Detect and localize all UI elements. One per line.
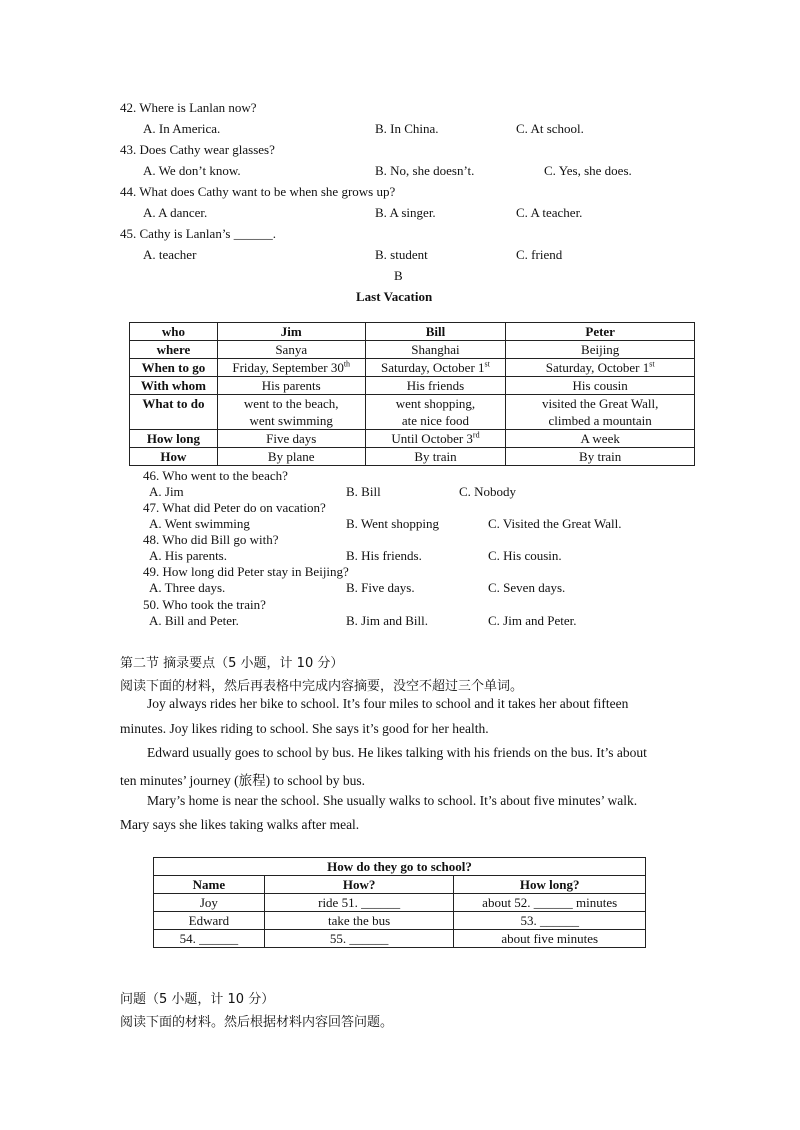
table-cell <box>365 430 506 448</box>
paragraph-joy-line1: Joy always rides her bike to school. It’s four miles to school and it takes her about fifteen <box>147 696 629 711</box>
table-cell: Five days <box>217 430 365 448</box>
option-a: A. Jim <box>149 484 184 499</box>
table-cell <box>365 359 506 377</box>
answer-blank-53[interactable]: 53. ______ <box>454 912 646 930</box>
option-b: B. Went shopping <box>346 516 439 531</box>
option-c: C. At school. <box>516 121 584 136</box>
table-header-cell: Peter <box>506 323 695 341</box>
cell-line: visited the Great Wall, <box>541 396 659 411</box>
table-header-cell: How? <box>264 876 454 894</box>
table-row <box>130 430 695 448</box>
option-b: B. His friends. <box>346 548 422 563</box>
table-cell: Shanghai <box>365 341 506 359</box>
table-header-cell: How long? <box>454 876 646 894</box>
cell-superscript: st <box>484 359 490 369</box>
section2-heading: 第二节 摘录要点（5 小题，计 10 分） <box>120 656 344 671</box>
cell-line: went to the beach, <box>243 396 339 411</box>
answer-blank-51[interactable]: ride 51. ______ <box>264 894 454 912</box>
question-48: 48. Who did Bill go with? <box>143 532 279 547</box>
question-46: 46. Who went to the beach? <box>143 468 288 483</box>
option-c: C. Seven days. <box>488 580 566 595</box>
table-row <box>130 448 695 466</box>
row-label: where <box>130 341 218 359</box>
option-b: B. student <box>375 247 428 262</box>
option-c: C. Visited the Great Wall. <box>488 516 622 531</box>
section-title: Last Vacation <box>356 289 433 304</box>
table-cell: A week <box>506 430 695 448</box>
question-44: 44. What does Cathy want to be when she grows up? <box>120 184 396 199</box>
table-header-row <box>130 323 695 341</box>
table-cell: Sanya <box>217 341 365 359</box>
option-b: B. In China. <box>375 121 439 136</box>
option-a: A. Three days. <box>149 580 226 595</box>
paragraph-mary-line1: Mary’s home is near the school. She usually walks to school. It’s about five minutes’ walk. <box>147 793 638 808</box>
school-table <box>153 857 646 948</box>
table-header-cell: Bill <box>365 323 506 341</box>
option-a: A. Went swimming <box>149 516 250 531</box>
section3-heading: 问题（5 小题，计 10 分） <box>120 992 275 1007</box>
paragraph-edward-line1: Edward usually goes to school by bus. He likes talking with his friends on the bus. It’s about <box>147 745 647 760</box>
row-label: With whom <box>130 377 218 395</box>
option-b: B. A singer. <box>375 205 436 220</box>
answer-blank-55[interactable]: 55. ______ <box>264 930 454 948</box>
row-label: How <box>130 448 218 466</box>
option-a: A. Bill and Peter. <box>149 613 239 628</box>
option-a: A. In America. <box>143 121 221 136</box>
table-title: How do they go to school? <box>154 858 646 876</box>
option-a: A. His parents. <box>149 548 227 563</box>
question-50: 50. Who took the train? <box>143 597 266 612</box>
section2-instruction: 阅读下面的材料，然后再表格中完成内容摘要，没空不超过三个单词。 <box>120 679 524 694</box>
table-cell: Beijing <box>506 341 695 359</box>
table-cell <box>217 395 365 430</box>
section-letter: B <box>394 268 403 283</box>
cell-line: ate nice food <box>401 413 470 428</box>
table-row <box>154 930 646 948</box>
cell-superscript: th <box>343 359 351 369</box>
option-c: C. A teacher. <box>516 205 583 220</box>
table-cell: By plane <box>217 448 365 466</box>
table-cell: By train <box>506 448 695 466</box>
table-cell <box>365 395 506 430</box>
table-row <box>154 912 646 930</box>
option-c: C. Yes, she does. <box>544 163 632 178</box>
table-cell <box>506 359 695 377</box>
question-43: 43. Does Cathy wear glasses? <box>120 142 275 157</box>
option-c: C. Jim and Peter. <box>488 613 577 628</box>
cell-text: Until October 3 <box>391 431 473 446</box>
answer-blank-54[interactable]: 54. ______ <box>154 930 265 948</box>
option-b: B. Jim and Bill. <box>346 613 428 628</box>
option-c: C. Nobody <box>459 484 517 499</box>
question-42: 42. Where is Lanlan now? <box>120 100 257 115</box>
table-cell: about five minutes <box>454 930 646 948</box>
row-label: How long <box>130 430 218 448</box>
option-b: B. No, she doesn’t. <box>375 163 475 178</box>
option-c: C. friend <box>516 247 563 262</box>
paragraph-mary-line2: Mary says she likes taking walks after meal. <box>120 817 360 832</box>
option-c: C. His cousin. <box>488 548 562 563</box>
paragraph-joy-line2: minutes. Joy likes riding to school. She says it’s good for her health. <box>120 721 489 736</box>
table-row <box>154 894 646 912</box>
table-title-row <box>154 858 646 876</box>
cell-text: Saturday, October 1 <box>545 360 650 375</box>
option-a: A. A dancer. <box>143 205 208 220</box>
cell-superscript: rd <box>472 430 480 440</box>
cell-superscript: st <box>649 359 655 369</box>
table-cell: His cousin <box>506 377 695 395</box>
table-row <box>130 377 695 395</box>
cell-text: Friday, September 30 <box>232 360 344 375</box>
row-label: What to do <box>130 395 218 430</box>
row-label: When to go <box>130 359 218 377</box>
table-cell: His parents <box>217 377 365 395</box>
table-cell: Edward <box>154 912 265 930</box>
table-row <box>130 395 695 430</box>
table-header-cell: Name <box>154 876 265 894</box>
table-cell: Joy <box>154 894 265 912</box>
question-49: 49. How long did Peter stay in Beijing? <box>143 564 349 579</box>
table-header-cell: Jim <box>217 323 365 341</box>
table-cell <box>217 359 365 377</box>
option-b: B. Five days. <box>346 580 415 595</box>
cell-text: Saturday, October 1 <box>381 360 485 375</box>
table-header-row <box>154 876 646 894</box>
table-row <box>130 341 695 359</box>
answer-blank-52[interactable]: about 52. ______ minutes <box>454 894 646 912</box>
table-row <box>130 359 695 377</box>
vacation-table <box>129 322 695 466</box>
question-47: 47. What did Peter do on vacation? <box>143 500 326 515</box>
table-cell: take the bus <box>264 912 454 930</box>
table-cell: By train <box>365 448 506 466</box>
table-cell: His friends <box>365 377 506 395</box>
paragraph-edward-line2: ten minutes’ journey (旅程) to school by bus. <box>120 773 365 788</box>
section3-instruction: 阅读下面的材料。然后根据材料内容回答问题。 <box>120 1015 394 1030</box>
option-a: A. teacher <box>143 247 197 262</box>
option-b: B. Bill <box>346 484 381 499</box>
cell-line: climbed a mountain <box>548 413 652 428</box>
option-a: A. We don’t know. <box>143 163 241 178</box>
table-cell <box>506 395 695 430</box>
table-header-cell: who <box>130 323 218 341</box>
cell-line: went swimming <box>249 413 333 428</box>
question-45: 45. Cathy is Lanlan’s ______. <box>120 226 276 241</box>
cell-line: went shopping, <box>395 396 476 411</box>
